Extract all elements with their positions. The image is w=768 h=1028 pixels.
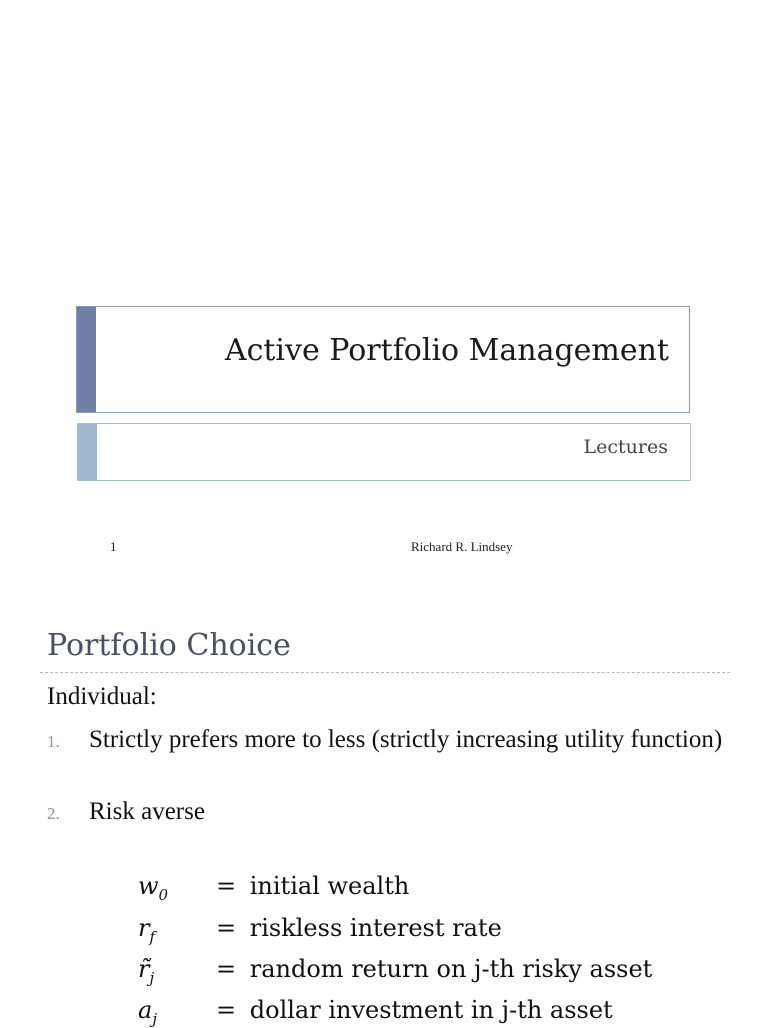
- definition-text: riskless interest rate: [249, 914, 502, 942]
- list-number: 1.: [47, 732, 60, 751]
- definition-row: [138, 955, 652, 987]
- equals-sign: =: [216, 955, 237, 983]
- title-divider: [40, 672, 730, 673]
- list-number: 2.: [47, 804, 60, 823]
- definition-text: dollar investment in j-th asset: [249, 996, 613, 1024]
- definition-text: initial wealth: [249, 872, 410, 900]
- slide-subtitle: Lectures: [583, 436, 668, 458]
- definition-symbol: $w_0$: [138, 872, 169, 904]
- subtitle-box: [77, 423, 691, 481]
- list-text: Risk averse: [89, 798, 205, 825]
- definition-row: [138, 914, 502, 946]
- definition-symbol: $r̃_j$: [138, 955, 155, 987]
- definition-symbol: $a_j$: [138, 996, 157, 1028]
- title-accent-bar: [77, 307, 96, 412]
- page-number: 1: [110, 539, 117, 554]
- intro-text: Individual:: [47, 683, 157, 710]
- slide-title: Active Portfolio Management: [224, 333, 669, 368]
- section-title: Portfolio Choice: [47, 628, 291, 663]
- equals-sign: =: [216, 996, 237, 1024]
- list-text: Strictly prefers more to less (strictly increasing utility function): [89, 726, 723, 753]
- definition-symbol: $r_f$: [138, 914, 156, 946]
- subtitle-accent-bar: [78, 424, 97, 480]
- definition-text: random return on j-th risky asset: [249, 955, 653, 983]
- author-name: Richard R. Lindsey: [411, 539, 513, 554]
- definition-row: [138, 872, 409, 904]
- equals-sign: =: [216, 914, 237, 942]
- title-box: [76, 306, 690, 413]
- definition-row: [138, 996, 613, 1028]
- equals-sign: =: [216, 872, 237, 900]
